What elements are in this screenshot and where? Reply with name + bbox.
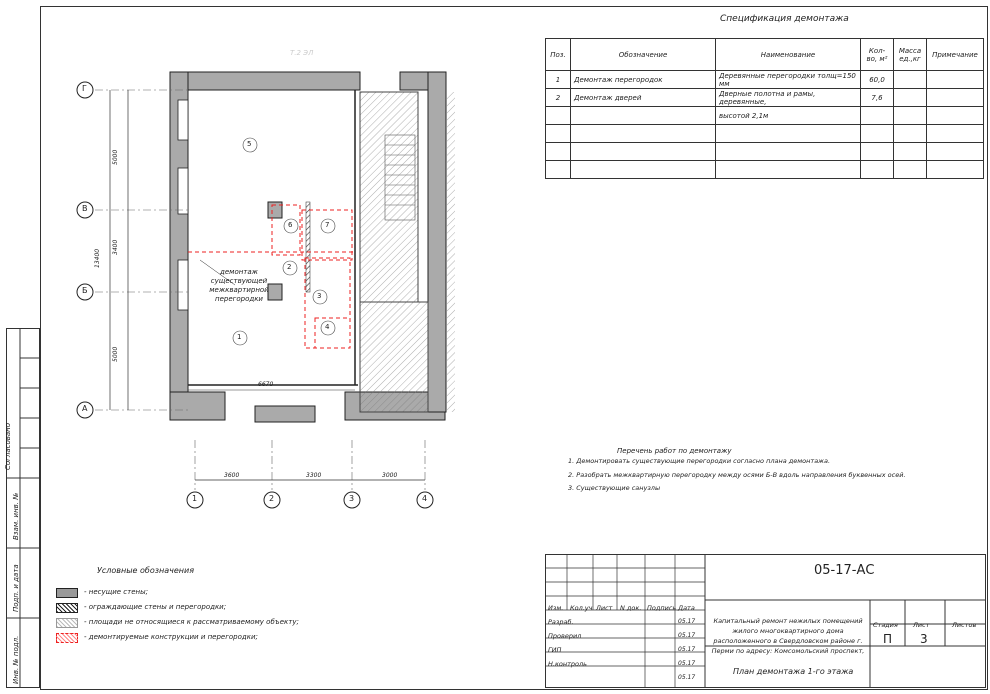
- stamp-sheet: 3: [920, 632, 928, 646]
- spec-row: [546, 107, 984, 125]
- works-item: 1. Демонтировать существующие перегородки согласно плана демонтажа.: [568, 457, 831, 465]
- spec-cell: Дверные полотна и рамы, деревянные,: [716, 89, 861, 107]
- stamp-date: 05.17: [678, 646, 696, 653]
- legend-item: - ограждающие стены и перегородки;: [84, 603, 227, 611]
- axis-label: 2: [269, 494, 275, 503]
- works-item: 2. Разобрать межквартирную перегородку между осями Б-В вдоль направления буквенных осей.: [568, 471, 906, 479]
- dim-label: 3400: [112, 239, 119, 255]
- spec-cell: 2: [546, 89, 571, 107]
- spec-cell: [927, 89, 984, 107]
- spec-cell: [861, 107, 894, 125]
- axis-label: Б: [82, 286, 88, 295]
- stamp-stage-head: Стадия: [873, 621, 898, 629]
- stamp-date: 05.17: [678, 618, 696, 625]
- spec-row: [546, 71, 984, 89]
- stamp-head: N док.: [620, 604, 642, 612]
- spec-cell: [894, 125, 927, 143]
- dim-label: 3600: [224, 472, 240, 479]
- stamp-head: Кол.уч: [570, 604, 593, 612]
- dim-label: 3000: [382, 472, 398, 479]
- legend-swatch-partition: [56, 603, 78, 613]
- spec-head: Обозначение: [571, 39, 716, 71]
- dim-label: 5000: [112, 346, 119, 362]
- stamp-role: ГИП: [548, 646, 562, 654]
- stamp-date: 05.17: [678, 632, 696, 639]
- legend-item: - площади не относящиеся к рассматриваемому объекту;: [84, 618, 299, 626]
- spec-row: [546, 89, 984, 107]
- stamp-sheet-head: Лист: [913, 621, 930, 629]
- spec-cell: [571, 161, 716, 179]
- dim-label: 3300: [306, 472, 322, 479]
- stamp-role: Н.контроль: [548, 660, 587, 668]
- stamp-project: Капитальный ремонт нежилых помещений жилого многоквартирного дома расположенного в Свердловском районе г. Перми по адресу: Комсомольский проспект,: [711, 617, 865, 655]
- stamp-code: 05-17-АС: [814, 563, 875, 578]
- spec-row: [546, 143, 984, 161]
- legend-title: Условные обозначения: [97, 566, 195, 575]
- side-label: Подп. и дата: [12, 564, 20, 612]
- spec-cell: [927, 161, 984, 179]
- spec-cell: 7,6: [861, 89, 894, 107]
- spec-cell: 1: [546, 71, 571, 89]
- stamp-date: 05.17: [678, 660, 696, 667]
- stamp-head: Дата: [678, 604, 695, 612]
- room-number: 2: [287, 263, 292, 271]
- stamp-sheets-head: Листов: [952, 621, 977, 629]
- side-label: Согласовано: [4, 422, 12, 470]
- spec-cell: [894, 161, 927, 179]
- spec-cell: высотой 2,1м: [716, 107, 861, 125]
- spec-head: Поз.: [546, 39, 571, 71]
- stamp-role: Проверил: [548, 632, 582, 640]
- spec-cell: [546, 143, 571, 161]
- spec-cell: [716, 161, 861, 179]
- stamp-head: Лист: [596, 604, 613, 612]
- room-number: 7: [325, 221, 330, 229]
- stamp-head: Подпись: [647, 604, 677, 612]
- spec-cell: [894, 107, 927, 125]
- axis-label: Г: [82, 84, 87, 93]
- faint-label: Т.2 ЭЛ: [290, 49, 314, 57]
- spec-head: Масса ед.,кг: [894, 39, 927, 71]
- axis-label: 1: [192, 494, 198, 503]
- spec-cell: [571, 143, 716, 161]
- spec-cell: [716, 125, 861, 143]
- axis-label: 4: [422, 494, 428, 503]
- spec-cell: [861, 125, 894, 143]
- side-label: Инв. № подл.: [12, 635, 20, 684]
- room-number: 5: [247, 140, 252, 148]
- stamp-sheet-title: План демонтажа 1-го этажа: [733, 667, 854, 676]
- axis-label: В: [82, 204, 88, 213]
- dim-label: 13400: [94, 248, 101, 268]
- spec-head: Примечание: [927, 39, 984, 71]
- spec-head: Кол-во, м²: [861, 39, 894, 71]
- legend-swatch-demolished: [56, 633, 78, 643]
- spec-table: [545, 38, 984, 179]
- spec-cell: [894, 89, 927, 107]
- spec-row: [546, 161, 984, 179]
- side-label: Взам. инв. №: [12, 492, 20, 540]
- dim-label: 5000: [112, 149, 119, 165]
- spec-cell: Демонтаж дверей: [571, 89, 716, 107]
- axis-label: 3: [349, 494, 355, 503]
- spec-cell: [716, 143, 861, 161]
- stamp-date: 05.17: [678, 674, 696, 681]
- dim-label: 6670: [258, 381, 274, 388]
- spec-cell: [571, 107, 716, 125]
- spec-cell: Деревянные перегородки толщ=150 мм: [716, 71, 861, 89]
- spec-cell: [927, 107, 984, 125]
- spec-head: Наименование: [716, 39, 861, 71]
- works-item: 3. Существующие санузлы: [568, 484, 661, 492]
- spec-cell: [861, 143, 894, 161]
- spec-cell: [927, 125, 984, 143]
- stamp-role: Разраб.: [548, 618, 574, 626]
- stamp-stage: П: [883, 632, 893, 646]
- spec-cell: [571, 125, 716, 143]
- legend-swatch-excluded: [56, 618, 78, 628]
- room-number: 4: [325, 323, 330, 331]
- spec-cell: [927, 143, 984, 161]
- spec-cell: [546, 161, 571, 179]
- legend-swatch-load-bearing: [56, 588, 78, 598]
- stamp-head: Изм.: [548, 604, 564, 612]
- spec-cell: [894, 71, 927, 89]
- demolition-note: демонтаж существующей межквартирной перегородки: [209, 268, 269, 303]
- legend-item: - несущие стены;: [84, 588, 148, 596]
- room-number: 6: [288, 221, 293, 229]
- spec-cell: 60,0: [861, 71, 894, 89]
- spec-title: Спецификация демонтажа: [720, 14, 849, 24]
- legend-item: - демонтируемые конструкции и перегородки;: [84, 633, 258, 641]
- spec-cell: [894, 143, 927, 161]
- spec-cell: Демонтаж перегородок: [571, 71, 716, 89]
- room-number: 3: [317, 292, 322, 300]
- axis-label: А: [82, 404, 88, 413]
- spec-cell: [546, 107, 571, 125]
- spec-row: [546, 125, 984, 143]
- spec-cell: [927, 71, 984, 89]
- works-title: Перечень работ по демонтажу: [617, 447, 732, 455]
- spec-cell: [546, 125, 571, 143]
- spec-cell: [861, 161, 894, 179]
- room-number: 1: [237, 333, 242, 341]
